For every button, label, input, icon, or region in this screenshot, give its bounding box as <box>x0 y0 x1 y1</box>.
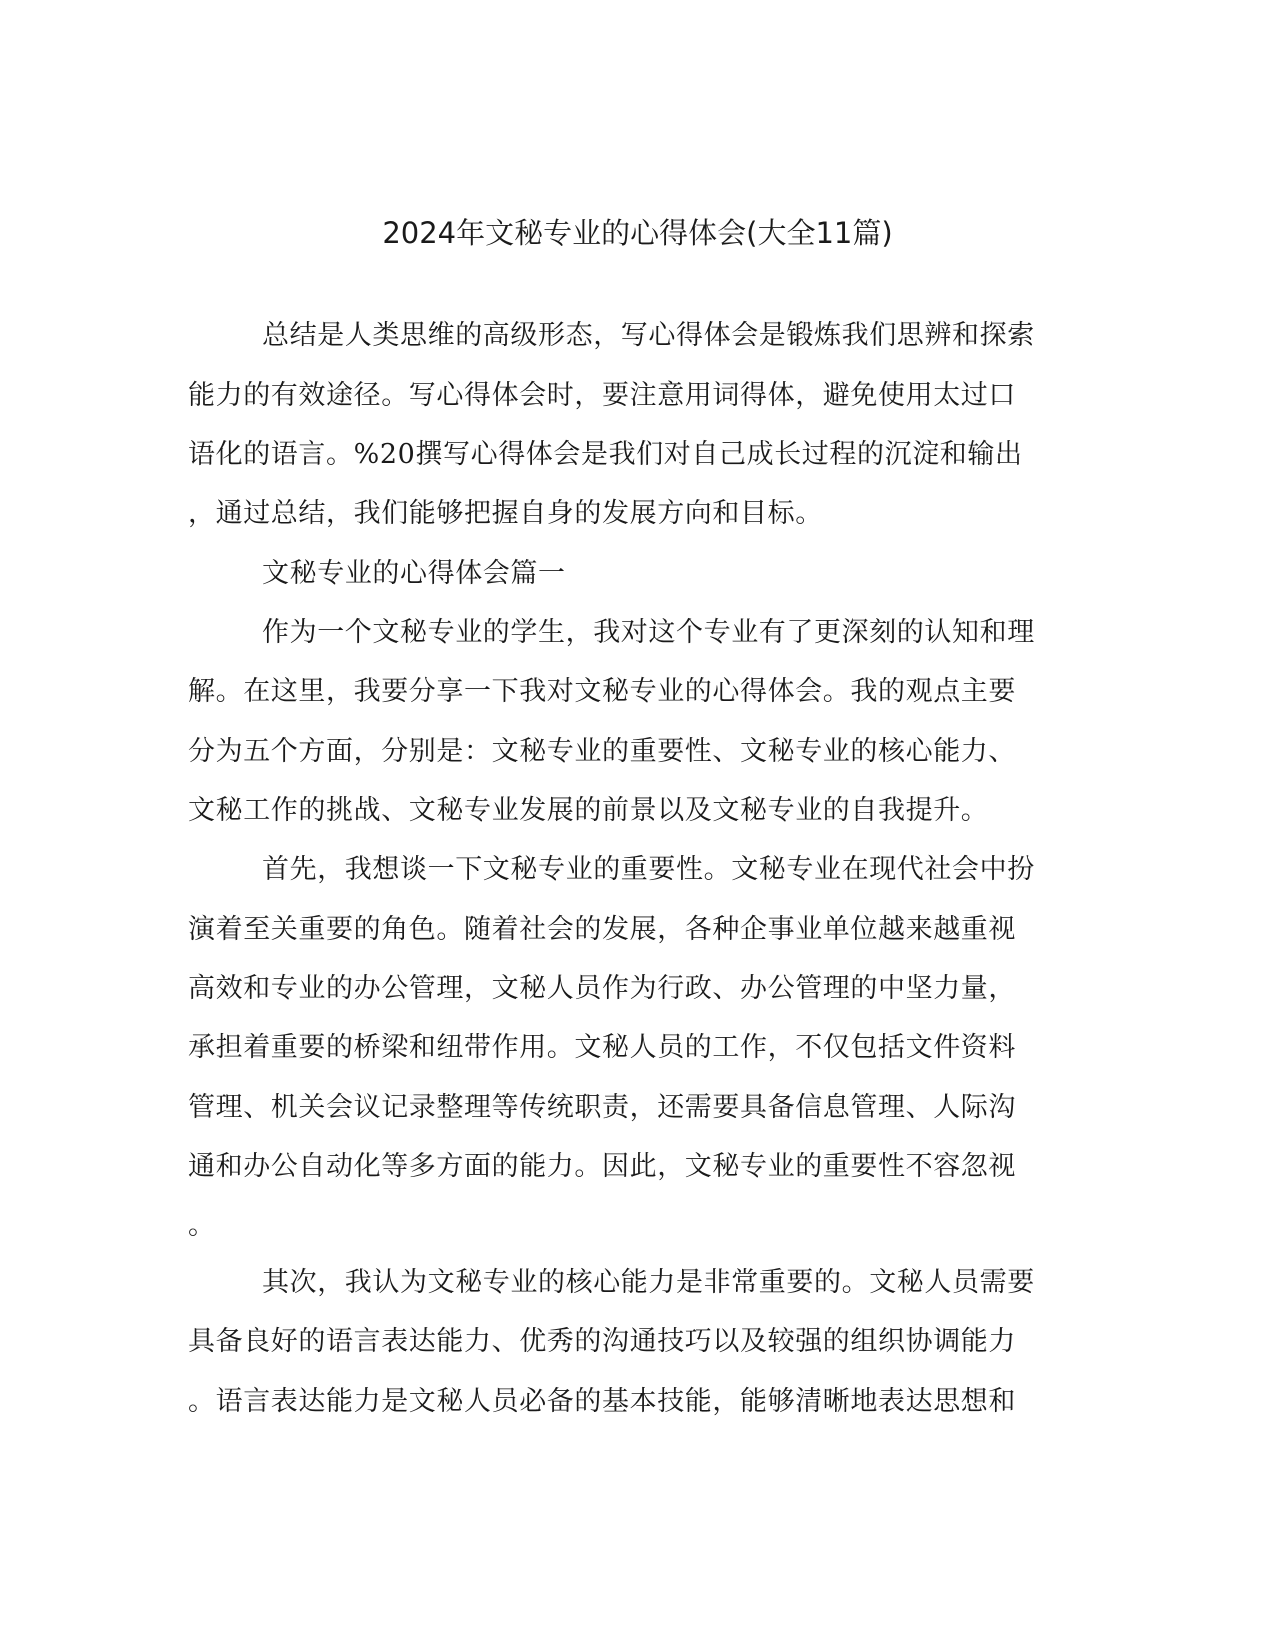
paragraph-line: 分为五个方面，分别是：文秘专业的重要性、文秘专业的核心能力、 <box>188 736 1016 767</box>
paragraph-line: 作为一个文秘专业的学生，我对这个专业有了更深刻的认知和理 <box>262 617 1035 648</box>
paragraph-line: 解。在这里，我要分享一下我对文秘专业的心得体会。我的观点主要 <box>188 676 1016 707</box>
paragraph-line: 高效和专业的办公管理，文秘人员作为行政、办公管理的中坚力量， <box>188 973 1016 1004</box>
paragraph-line: ，通过总结，我们能够把握自身的发展方向和目标。 <box>188 498 823 529</box>
paragraph-line: 管理、机关会议记录整理等传统职责，还需要具备信息管理、人际沟 <box>188 1092 1016 1123</box>
paragraph-line: 承担着重要的桥梁和纽带作用。文秘人员的工作，不仅包括文件资料 <box>188 1032 1016 1063</box>
paragraph-line: 语化的语言。%20撰写心得体会是我们对自己成长过程的沉淀和输出 <box>188 439 1023 470</box>
paragraph-line: 文秘工作的挑战、文秘专业发展的前景以及文秘专业的自我提升。 <box>188 795 989 826</box>
paragraph-line: 能力的有效途径。写心得体会时，要注意用词得体，避免使用太过口 <box>188 380 1016 411</box>
paragraph-line: 具备良好的语言表达能力、优秀的沟通技巧以及较强的组织协调能力 <box>188 1326 1016 1357</box>
paragraph-line: 其次，我认为文秘专业的核心能力是非常重要的。文秘人员需要 <box>262 1267 1035 1298</box>
paragraph-line: 首先，我想谈一下文秘专业的重要性。文秘专业在现代社会中扮 <box>262 854 1035 885</box>
section-heading: 文秘专业的心得体会篇一 <box>262 558 566 589</box>
document-title: 2024年文秘专业的心得体会(大全11篇) <box>382 216 893 250</box>
paragraph-line: 。 <box>188 1210 216 1241</box>
paragraph-line: 。语言表达能力是文秘人员必备的基本技能，能够清晰地表达思想和 <box>188 1386 1016 1417</box>
paragraph-line: 通和办公自动化等多方面的能力。因此，文秘专业的重要性不容忽视 <box>188 1151 1016 1182</box>
paragraph-line: 总结是人类思维的高级形态，写心得体会是锻炼我们思辨和探索 <box>262 320 1035 351</box>
paragraph-line: 演着至关重要的角色。随着社会的发展，各种企事业单位越来越重视 <box>188 914 1016 945</box>
